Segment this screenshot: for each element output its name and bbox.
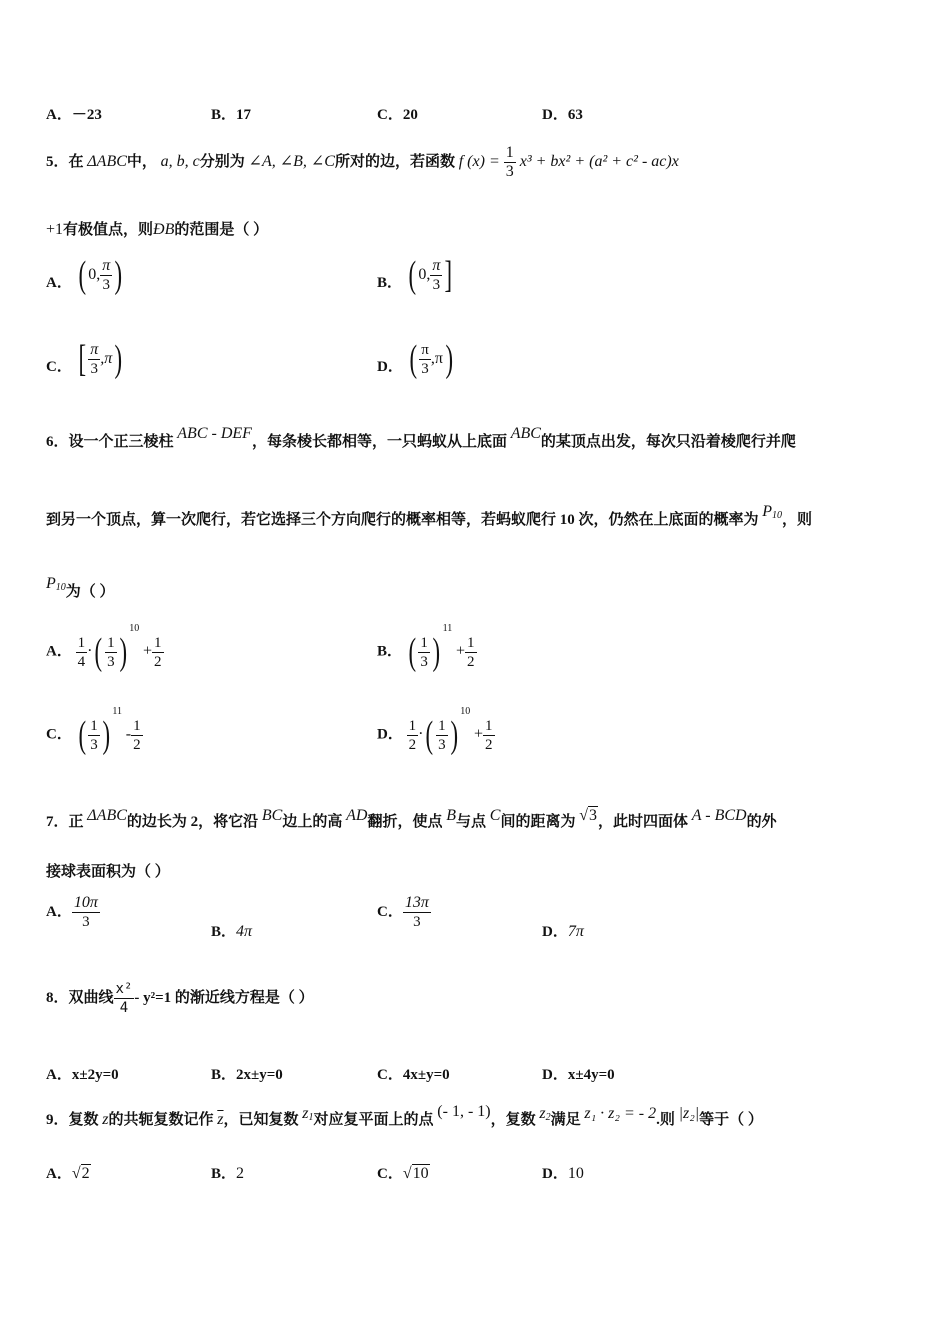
- q6-stem: 6．设一个正三棱柱 ABC - DEF，每条棱长都相等，一只蚂蚁从上底面 ABC的某顶点出发，每次只沿着棱爬行并爬: [46, 425, 796, 450]
- q6-option-b: B． ( $\frac{1}{3}$ )$^{11}$ + $\frac{1}{2}$: [377, 623, 475, 673]
- q9-stem: 9．复数 z的共轭复数记作 $\overline{z}$，已知复数 z1对应复平面上的点 (- 1, - 1)，复数 z2满足 z₁ · z₂ = - 2.则 |z₂|等于（ ）: [46, 1103, 763, 1128]
- q5-option-c: C． [ $\frac{\pi}{3}$ ,π ): [46, 338, 123, 380]
- q4-option-c: C．20: [377, 107, 418, 123]
- q9-option-a: A．√2: [46, 1165, 90, 1182]
- q7-option-a: A． $\frac{10\pi}{3}$: [46, 894, 98, 930]
- q6-stem-line3: P10为（ ）: [46, 575, 115, 600]
- q4-option-d: D．63: [542, 107, 583, 123]
- q5-option-b: B． ( 0, $\frac{\pi}{3}$ ]: [377, 254, 453, 296]
- q6-option-d: D． $\frac{1}{2}$ ·( $\frac{1}{3}$ )$^{10}$ + $\frac{1}{2}$: [377, 706, 493, 756]
- q8-option-d: D．x±4y=0: [542, 1067, 615, 1083]
- q8-option-a: A．x±2y=0: [46, 1067, 119, 1083]
- q7-option-c: C． $\frac{13\pi}{3}$: [377, 894, 429, 930]
- q6-stem-line2: 到另一个顶点，算一次爬行，若它选择三个方向爬行的概率相等，若蚂蚁爬行 10 次，仍然在上底面的概率为 P10，则: [46, 503, 813, 528]
- q7-option-b: B．4π: [211, 923, 253, 940]
- q5-option-d: D． ( $\frac{\pi}{3}$ ,π ): [377, 338, 454, 380]
- q5-stem-line2: +1有极值点，则ÐB的范围是（ ）: [46, 221, 269, 238]
- q8-option-c: C．4x±y=0: [377, 1067, 450, 1083]
- q7-stem: 7．正 ΔABC的边长为 2，将它沿 BC边上的高 AD翻折，使点 B与点 C间的距离为 √3，此时四面体 A - BCD的外: [46, 807, 777, 830]
- q6-option-a: A． $\frac{1}{4}$ ·( $\frac{1}{3}$ )$^{10}$ + $\frac{1}{2}$: [46, 623, 162, 673]
- q5-stem: 5．在 ΔABC中， a, b, c分别为 ∠A, ∠B, ∠C所对的边，若函数 f (x) = $\frac{1}{3}$ x³ + bx² + (a² + c² - ac)x: [46, 143, 679, 180]
- q8-option-b: B．2x±y=0: [211, 1067, 283, 1083]
- q7-option-d: D．7π: [542, 923, 584, 940]
- q8-stem: 8．双曲线 $\frac{\text{x²}}{4}$ - y²=1 的渐近线方程是（ ）: [46, 981, 314, 1016]
- q4-option-a: A．－23: [46, 107, 102, 123]
- q4-option-b: B．17: [211, 107, 252, 123]
- q5-function: f (x) = $\frac{1}{3}$ x³ + bx² + (a² + c² - ac)x: [458, 143, 679, 180]
- q7-stem-line2: 接球表面积为（ ）: [46, 864, 170, 880]
- q6-option-c: C． ( $\frac{1}{3}$ )$^{11}$ - $\frac{1}{2}$: [46, 706, 141, 756]
- q5-option-a: A． ( 0, $\frac{\pi}{3}$ ): [46, 254, 123, 296]
- q9-option-c: C．√10: [377, 1165, 429, 1182]
- q9-option-d: D．10: [542, 1165, 584, 1182]
- q9-option-b: B．2: [211, 1165, 245, 1182]
